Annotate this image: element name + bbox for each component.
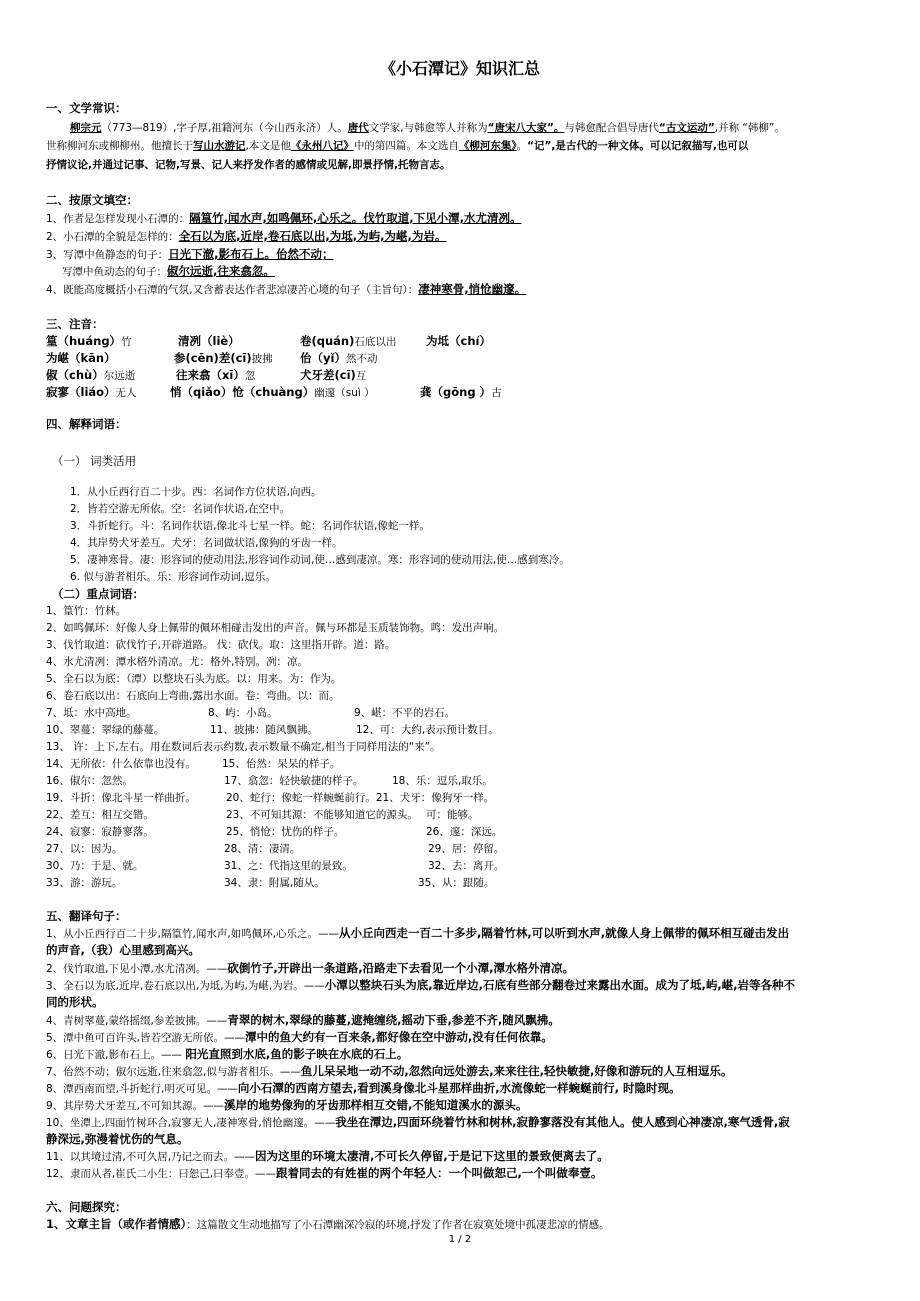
fill-item: 3、写潭中鱼静态的句子：日光下澈,影布石上。佁然不动； bbox=[46, 247, 334, 261]
paragraph: 世称柳河东或柳柳州。他擅长于写山水游记,本文是他《永州八记》中的第四篇。本文选自《柳河东集》。“记”,是古代的一种文体。可以记叙描写,也可以 bbox=[46, 140, 749, 152]
translation-item: 10、坐潭上,四面竹树环合,寂寥无人,凄神寒骨,悄怆幽邃。——我坐在潭边,四面环绕着竹林和树林,寂静寥落没有其他人。使人感到心神凄凉,寒气透骨,寂 bbox=[46, 1115, 790, 1129]
fill-item: 4、既能高度概括小石潭的气氛,又含蓄表达作者悲凉凄苦心境的句子（主旨句）：凄神寒骨,悄怆幽邃。 bbox=[46, 282, 527, 296]
list-item: 13、 许：上下,左右。用在数词后表示约数,表示数量不确定,相当于同样用法的“来”。 bbox=[46, 741, 441, 753]
subsection-heading: （一） 词类活用 bbox=[52, 454, 137, 468]
document-page: 《小石潭记》知识汇总 一、文学常识： 柳宗元（773—819）,字子厚,祖籍河东（今山西永济）人。唐代文学家,与韩愈等人并称为“唐宋八大家”。与韩愈配合倡导唐代“古文运动”,并称 “韩柳”。 世称柳河东或柳柳州。他擅长于写山水游记,本文是他《永州八记》中的第四篇。本文选自《柳河东集》。“记”,是古代的一种文体。可以记叙描写,也可以 抒情议论,并通过记事、记物,写景、记人来抒发作者的感情或见解,即景抒情,托物言志。 二、按原文填空： 1、作者是怎样发现小石潭的：隔篁竹,闻水声,如鸣佩环,心乐之。伐竹取道,下见小潭,水尤清冽。 2、小石潭的全貌是怎样的：全石以为底,近岸,卷石底以出,为坻,为屿,为嵁,为岩。 3、写潭中鱼静态的句子：日光下澈,影布石上。佁然不动； 写潭中鱼动态的句子：俶尔远逝,往来翕忽。 4、既能高度概括小石潭的气氛,又含蓄表达作者悲凉凄苦心境的句子（主旨句）：凄神寒骨,悄怆幽邃。 三、注音： 篁（huáng）竹 清冽（liè） 卷(quán)石底以出 为坻（chí） 为嵁（kān） 参(cēn)差(cī)披拂 佁（yǐ）然不动 俶（chù）尔远逝 往来翕（xī）忽 犬牙差(cī)互 寂寥（liáo）无人 悄（qiǎo）怆（chuàng）幽邃（suì ） 龚（gōng ）古 四、解释词语： （一） 词类活用 1．从小丘西行百二十步。西：名词作方位状语,向西。 2．皆若空游无所依。空：名词作状语,在空中。 3．斗折蛇行。斗：名词作状语,像北斗七星一样。蛇：名词作状语,像蛇一样。 4．其岸势犬牙差互。犬牙：名词做状语,像狗的牙齿一样。 5．凄神寒骨。凄：形容词的使动用法,形容词作动词,使…感到凄凉。寒：形容词的使动用法,使…感到寒冷。 6. 似与游者相乐。乐：形容词作动词,逗乐。 （二）重点词语： 1、篁竹：竹林。 2、如鸣佩环：好像人身上佩带的佩环相碰击发出的声音。佩与环都是玉质装饰物。鸣：发出声响。 3、伐竹取道：砍伐竹子,开辟道路。 伐：砍伐。取：这里指开辟。道：路。 4、水尤清冽：潭水格外清凉。尤：格外,特别。冽：凉。 5、全石以为底：（潭）以整块石头为底。以：用来。为：作为。 6、卷石底以出：石底向上弯曲,露出水面。卷：弯曲。以：而。 7、坻：水中高地。 8、屿：小岛。 9、嵁：不平的岩石。 10、翠蔓：翠绿的藤蔓。 11、披拂：随风飘拂。 12、可：大约,表示预计数目。 13、 许：上下,左右。用在数词后表示约数,表示数量不确定,相当于同样用法的“来”。 14、无所依：什么依靠也没有。 15、佁然：呆呆的样子。 16、俶尔：忽然。 17、翕忽：轻快敏捷的样子。 18、乐：逗乐,取乐。 19、斗折：像北斗星一样曲折。 20、蛇行：像蛇一样蜿蜒前行。21、犬牙：像狗牙一样。 22、差互：相互交错。 23、不可知其源：不能够知道它的源头。 可：能够。 24、寂寥：寂静寥落。 25、悄怆：忧伤的样子。 26、邃：深远。 27、以：因为。 28、清：凄清。 29、居：停留。 30、乃：于是、就。 31、之：代指这里的景致。 32、去：离开。 33、游：游玩。 34、隶：附属,随从。 35、从：跟随。 五、翻译句子： 1、从小丘西行百二十步,隔篁竹,闻水声,如鸣佩环,心乐之。——从小丘向西走一百二十多步,隔着竹林,可以听到水声,就像人身上佩带的佩环相互碰击发出 的声音,（我）心里感到高兴。 2、伐竹取道,下见小潭,水尤清冽。——砍倒竹子,开辟出一条道路,沿路走下去看见一个小潭,潭水格外清凉。 3、全石以为底,近岸,卷石底以出,为坻,为屿,为嵁,为岩。——小潭以整块石头为底,靠近岸边,石底有些部分翻卷过来露出水面。成为了坻,屿,嵁,岩等各种不 同的形状。 4、青树翠蔓,蒙络摇缀,参差披拂。——青翠的树木,翠绿的藤蔓,遮掩缠绕,摇动下垂,参差不齐,随风飘拂。 5、潭中鱼可百许头,皆若空游无所依。——潭中的鱼大约有一百来条,都好像在空中游动,没有任何依靠。 6、日光下澈,影布石上。—— 阳光直照到水底,鱼的影子映在水底的石上。 7、佁然不动；俶尔远逝,往来翕忽,似与游者相乐。——鱼儿呆呆地一动不动,忽然向远处游去,来来往往,轻快敏捷,好像和游玩的人互相逗乐。 8、潭西南而望,斗折蛇行,明灭可见。——向小石潭的西南方望去,看到溪身像北斗星那样曲折,水流像蛇一样蜿蜒前行, 时隐时现。 9、其岸势犬牙差互,不可知其源。——溪岸的地势像狗的牙齿那样相互交错,不能知道溪水的源头。 10、坐潭上,四面竹树环合,寂寥无人,凄神寒骨,悄怆幽邃。——我坐在潭边,四面环绕着竹林和树林,寂静寥落没有其他人。使人感到心神凄凉,寒气透骨,寂 静深远,弥漫着忧伤的气息。 11、以其境过清,不可久居,乃记之而去。——因为这里的环境太凄清,不可长久停留,于是记下这里的景致便离去了。 12、隶而从者,崔氏二小生：曰恕己,曰奉壹。——跟着同去的有姓崔的两个年轻人：一个叫做恕己,一个叫做奉壹。 六、问题探究： 1、文章主旨（或作者情感）：这篇散文生动地描写了小石潭幽深冷寂的环境,抒发了作者在寂寞处境中孤凄悲凉的情感。 1 / 2 bbox=[0, 0, 920, 1301]
subsection-heading: （二）重点词语： bbox=[52, 587, 144, 601]
translation-item: 4、青树翠蔓,蒙络摇缀,参差披拂。——青翠的树木,翠绿的藤蔓,遮掩缠绕,摇动下垂,参差不齐,随风飘拂。 bbox=[46, 1013, 560, 1027]
list-item: 1、篁竹：竹林。 bbox=[46, 605, 127, 617]
translation-item: 6、日光下澈,影布石上。—— 阳光直照到水底,鱼的影子映在水底的石上。 bbox=[46, 1047, 409, 1061]
section-heading: 一、文学常识： bbox=[46, 101, 127, 115]
translation-item: 12、隶而从者,崔氏二小生：曰恕己,曰奉壹。——跟着同去的有姓崔的两个年轻人：一个叫做恕己,一个叫做奉壹。 bbox=[46, 1166, 603, 1180]
list-item: 4、水尤清冽：潭水格外清凉。尤：格外,特别。冽：凉。 bbox=[46, 656, 309, 668]
list-item: 6. 似与游者相乐。乐：形容词作动词,逗乐。 bbox=[70, 571, 276, 583]
translation-item: 1、从小丘西行百二十步,隔篁竹,闻水声,如鸣佩环,心乐之。——从小丘向西走一百二十多步,隔着竹林,可以听到水声,就像人身上佩带的佩环相互碰击发出 bbox=[46, 926, 790, 940]
section-heading: 五、翻译句子： bbox=[46, 909, 127, 923]
fill-item: 1、作者是怎样发现小石潭的：隔篁竹,闻水声,如鸣佩环,心乐之。伐竹取道,下见小潭,水尤清冽。 bbox=[46, 211, 522, 225]
fill-item: 2、小石潭的全貌是怎样的：全石以为底,近岸,卷石底以出,为坻,为屿,为嵁,为岩。 bbox=[46, 229, 447, 243]
translation-item: 同的形状。 bbox=[46, 995, 104, 1009]
question-item: 1、文章主旨（或作者情感）：这篇散文生动地描写了小石潭幽深冷寂的环境,抒发了作者在寂寞处境中孤凄悲凉的情感。 bbox=[46, 1217, 610, 1231]
page-title: 《小石潭记》知识汇总 bbox=[379, 59, 540, 78]
translation-item: 2、伐竹取道,下见小潭,水尤清冽。——砍倒竹子,开辟出一条道路,沿路走下去看见一个小潭,潭水格外清凉。 bbox=[46, 961, 574, 975]
section-heading: 六、问题探究： bbox=[46, 1200, 127, 1214]
translation-item: 静深远,弥漫着忧伤的气息。 bbox=[46, 1132, 189, 1146]
page-number: 1 / 2 bbox=[448, 1234, 472, 1245]
list-item: 5．凄神寒骨。凄：形容词的使动用法,形容词作动词,使…感到凄凉。寒：形容词的使动用法,使…感到寒冷。 bbox=[70, 554, 570, 566]
list-item: 1．从小丘西行百二十步。西：名词作方位状语,向西。 bbox=[70, 486, 322, 498]
translation-item: 9、其岸势犬牙差互,不可知其源。——溪岸的地势像狗的牙齿那样相互交错,不能知道溪水的源头。 bbox=[46, 1098, 528, 1112]
paragraph: 抒情议论,并通过记事、记物,写景、记人来抒发作者的感情或见解,即景抒情,托物言志。 bbox=[46, 159, 451, 171]
list-item: 3、伐竹取道：砍伐竹子,开辟道路。 伐：砍伐。取：这里指开辟。道：路。 bbox=[46, 639, 396, 651]
section-heading: 三、注音： bbox=[46, 317, 104, 331]
list-item: 2、如鸣佩环：好像人身上佩带的佩环相碰击发出的声音。佩与环都是玉质装饰物。鸣：发出声响。 bbox=[46, 622, 505, 634]
section-heading: 四、解释词语： bbox=[46, 417, 127, 431]
translation-item: 11、以其境过清,不可久居,乃记之而去。——因为这里的环境太凄清,不可长久停留,于是记下这里的景致便离去了。 bbox=[46, 1149, 609, 1163]
translation-item: 8、潭西南而望,斗折蛇行,明灭可见。——向小石潭的西南方望去,看到溪身像北斗星那样曲折,水流像蛇一样蜿蜒前行, 时隐时现。 bbox=[46, 1081, 681, 1095]
translation-item: 3、全石以为底,近岸,卷石底以出,为坻,为屿,为嵁,为岩。——小潭以整块石头为底,靠近岸边,石底有些部分翻卷过来露出水面。成为了坻,屿,嵁,岩等各种不 bbox=[46, 978, 796, 992]
list-item: 2．皆若空游无所依。空：名词作状语,在空中。 bbox=[70, 503, 291, 515]
translation-item: 的声音,（我）心里感到高兴。 bbox=[46, 943, 200, 957]
list-item: 5、全石以为底：（潭）以整块石头为底。以：用来。为：作为。 bbox=[46, 673, 342, 685]
translation-item: 7、佁然不动；俶尔远逝,往来翕忽,似与游者相乐。——鱼儿呆呆地一动不动,忽然向远处游去,来来往往,轻快敏捷,好像和游玩的人互相逗乐。 bbox=[46, 1064, 733, 1078]
list-item: 6、卷石底以出：石底向上弯曲,露出水面。卷：弯曲。以：而。 bbox=[46, 690, 340, 702]
list-item: 3．斗折蛇行。斗：名词作状语,像北斗七星一样。蛇：名词作状语,像蛇一样。 bbox=[70, 520, 430, 532]
list-item: 4．其岸势犬牙差互。犬牙：名词做状语,像狗的牙齿一样。 bbox=[70, 537, 343, 549]
fill-item: 写潭中鱼动态的句子：俶尔远逝,往来翕忽。 bbox=[62, 264, 275, 278]
section-heading: 二、按原文填空： bbox=[46, 193, 138, 207]
translation-item: 5、潭中鱼可百许头,皆若空游无所依。——潭中的鱼大约有一百来条,都好像在空中游动,没有任何依靠。 bbox=[46, 1030, 553, 1044]
paragraph: 柳宗元（773—819）,字子厚,祖籍河东（今山西永济）人。唐代文学家,与韩愈等人并称为“唐宋八大家”。与韩愈配合倡导唐代“古文运动”,并称 “韩柳”。 bbox=[70, 122, 785, 134]
